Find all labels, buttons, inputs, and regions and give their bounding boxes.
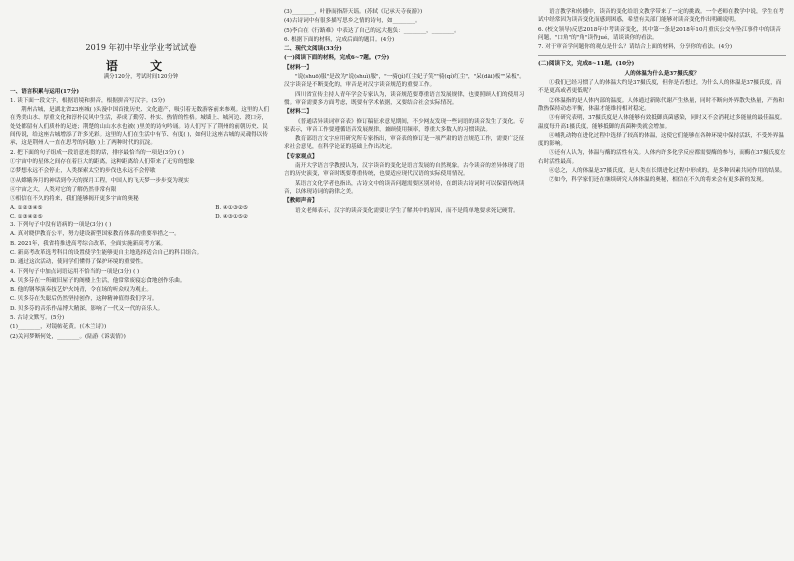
exam-title: 2019 年初中毕业学业考试试卷 — [85, 43, 197, 52]
paragraph: ⑥总之，人的体温是37摄氏度，是人类在长期进化过程中形成的，是多种因素共同作用的结果。 — [549, 168, 786, 175]
material-tag: 【材料一】 — [284, 64, 312, 71]
question-text: 5. 古诗文默写。(5分) — [10, 315, 65, 322]
paragraph: 荆州古城，是湖北省23座城( )头漫中国首批历史、文化遗产，吸引着无数游客前来参观。这里的人们在秀美山水、厚重文化和淳朴民风中生活，养成了勤劳、朴实、热情的性格。城墙上、城河边、渡口旁，处处都留有人们质朴的足迹；荆楚的山山水水也被( )里美的诗句吟诵。诗人们写下了荆州的前朝历史、民间传说，给这座古城增添了许多光彩。这里的人们在生活中有节、有度( )，如何让这座古城的灵魂得以传承，这是荆州人一直在思考的问题( )上了两种时代的沉淀。 — [10, 107, 270, 147]
paragraph: ④哺乳动物在进化过程中选择了较高的体温，这使它们能够在各种环境中保持活跃，不受外界温度的影响。 — [538, 132, 784, 148]
question-text: 7. 对于审音学问题你的观点是什么？请结合上面的材料，分享你的看法。(4分) — [538, 44, 733, 51]
question-text: A. 贝多芬在一所破旧屋子的阁楼上生活，他常常废寝忘食地创作乐曲。 — [10, 277, 186, 284]
material-tag: 【专家观点】 — [284, 153, 318, 160]
question-text: (4)古诗词中有很多描写思乡之情的诗句，如________。 — [284, 18, 421, 25]
material-tag: 【教师声音】 — [284, 198, 318, 205]
answer-option: D. ④③①⑤② — [215, 213, 248, 220]
question-text: ⑤相信在不久的将来，我们能够揭开更多宇宙的奥秘 — [10, 196, 139, 203]
column-middle — [284, 8, 528, 555]
paragraph: 《普通话异读词审音表》修订稿征求意见期间，不少网友发现一些词语的读音发生了变化。专家表示，审音工作要遵循语音发展规律，兼顾使用频率，尊重大多数人的习惯读法。 — [284, 118, 525, 133]
paragraph: 某语言文化学者也指出，古诗文中的读音问题需要区别对待，在朗读古诗词时可以保留传统读音，以体现诗词的韵律之美。 — [284, 180, 525, 195]
question-text: A. 真对晓伊教育公平，努力建设新型国家教育体系的重要举措之一。 — [10, 231, 180, 238]
section-heading: 二、现代文阅读(33分) — [284, 46, 342, 53]
question-text: (2)关河梦断何处，________。(陆游《诉衷情》) — [10, 333, 126, 340]
paragraph: ⑦如今，科学家们还在继续研究人体体温的奥秘，相信在不久的将来会有更多新的发现。 — [549, 177, 768, 184]
paragraph: "说(shuō)服"是改为"说(shuì)服"，"一骑(jì)红尘妃子笑""骑(qí)红尘"，"呆(dāi)板""呆板"。汉字读音是不断变化的，审音是对汉字读音规范的重要工作。 — [284, 74, 525, 89]
answer-option: A. ①②③④⑤ — [10, 205, 43, 212]
paragraph: 教育部语言文字应用研究所专家指出，审音表的修订是一项严肃的语言规范工作，需要广泛征求社会意见，在科学论证的基础上作出决定。 — [284, 136, 525, 151]
paragraph: 语言教学和传播中，读音的变化给语文教学带来了一定的挑战。一个老师在教学中说，学生在考试中经常因为读音变化而感到困惑，希望有关部门能够对读音变化作出明确说明。 — [538, 9, 784, 24]
exam-meta: 满分120分，考试时间120分钟 — [103, 74, 179, 81]
subsection-heading: (二)阅读下文，完成8~11题。(10分) — [538, 61, 635, 68]
answer-option: C. ①③④②⑤ — [10, 213, 43, 220]
answer-options — [10, 204, 272, 212]
subject-title: 语 文 — [105, 59, 177, 73]
column-left — [10, 8, 272, 555]
answer-options — [10, 213, 272, 221]
answer-option: B. ④①③②⑤ — [215, 205, 248, 212]
question-text: ①宇宙中的星体之间存在着巨大的距离，这种距离给人们带来了无穷的想象 — [10, 158, 195, 165]
paragraph: ⑤还有人认为，体温与酶的活性有关。人体内许多化学反应都需要酶的参与，而酶在37摄氏度左右时活性最高。 — [538, 150, 786, 165]
column-right — [538, 8, 786, 555]
material-tag: 【材料二】 — [284, 109, 312, 116]
paragraph: 语文老师表示，汉字的读音变化需要让学生了解其中的原因，而不是简单地要求死记硬背。 — [295, 207, 519, 214]
question-text: C. 贝多芬在失聪后仍然坚持创作，这种精神值得我们学习。 — [10, 296, 158, 303]
paragraph: 南开大学语言学教授认为，汉字读音的变化是语言发展的自然现象。古今读音的差异体现了语言的历史演变，审音时既要尊重传统，也要适应现代汉语的实际使用情况。 — [284, 163, 525, 178]
paragraph: ①我们已经习惯了人的体温大约是37摄氏度，但你是否想过，为什么人的体温是37摄氏度，而不是更高或者更低呢？ — [538, 80, 782, 95]
question-text: ③从嫦娥奔月的神话到今天的探月工程，中国人的飞天梦一步步变为现实 — [10, 177, 190, 184]
question-text: 4. 下列句子中加点词语运用不恰当的一项是(3分) ( ) — [10, 268, 140, 275]
question-text: (3)________，叶静而指辞天谣。(苏轼《记承天寺夜游》) — [284, 9, 423, 15]
paragraph: 四川省宣传主持人青年学会专家认为，读音规范要尊重语言发展规律，也要照顾人们的使用习惯。审音需要多方面考虑，既要有学术依据，又要结合社会实际情况。 — [284, 91, 525, 106]
question-text: B. 2021年，我省将推进高考综合改革，全面实施新高考方案。 — [10, 240, 167, 247]
question-text: 6. (校文领导)反思2018年中考读音变化，其中第一条是2018年10月重庆公交车坠江事件中的读音问题，"口角"的"角"读作jué，请谈谈你的看法。 — [538, 26, 781, 41]
question-text: (1)________，对镜帖花黄。(《木兰诗》) — [10, 324, 107, 331]
question-text: 1. 读下面一段文字，根据语境和拼音，根据拼音写汉字。(3分) — [10, 97, 165, 104]
question-text: C. 新高考改革选考科目的设置使学生能够更自主地选择适合自己的科目组合。 — [10, 249, 203, 256]
question-text: ②梦想永远不会停止，人类探索太空的步伐也永远不会停歇 — [10, 168, 156, 175]
question-text: 3. 下列句子中没有语病的一项是(3分) ( ) — [10, 222, 112, 229]
question-text: D. 通过这次活动，使同学们懂得了保护环境的重要性。 — [10, 259, 147, 266]
paragraph: ③有研究表明，37摄氏度是人体能够有效抵御真菌感染，同时又不会消耗过多能量的最佳温度。温度每升高1摄氏度，能够抵御的真菌种类就会增加。 — [538, 115, 786, 130]
article-title: 人的体温为什么是37摄氏度？ — [624, 70, 700, 77]
question-text: 2. 把下面的句子组成一段语意连贯的话，排序最恰当的一项是(3分) ( ) — [10, 149, 184, 156]
section-heading: 一、语言积累与运用(17分) — [10, 88, 80, 95]
question-text: B. 他的钢琴演奏技艺炉火纯青，令在场的听众叹为观止。 — [10, 287, 152, 294]
section-divider — [538, 55, 786, 56]
question-text: 6. 根据下面的材料，完成后面的题目。(4分) — [284, 36, 395, 43]
question-text: ④宇宙之大，人类对它的了解仍然非常有限 — [10, 186, 117, 193]
question-text: (5)李白在《行路难》中表达了自己的远大抱负：________，________。 — [284, 27, 460, 34]
question-text: D. 贝多芬的音乐作品博大精深，影响了一代又一代的音乐人。 — [10, 305, 164, 312]
paragraph: ②体温指的是人体内部的温度。人体通过新陈代谢产生热量，同时不断向外界散失热量，产热和散热保持动态平衡，体温才能维持相对稳定。 — [538, 97, 784, 112]
subsection-heading: (一)阅读下面的材料，完成6~7题。(7分) — [284, 55, 390, 62]
